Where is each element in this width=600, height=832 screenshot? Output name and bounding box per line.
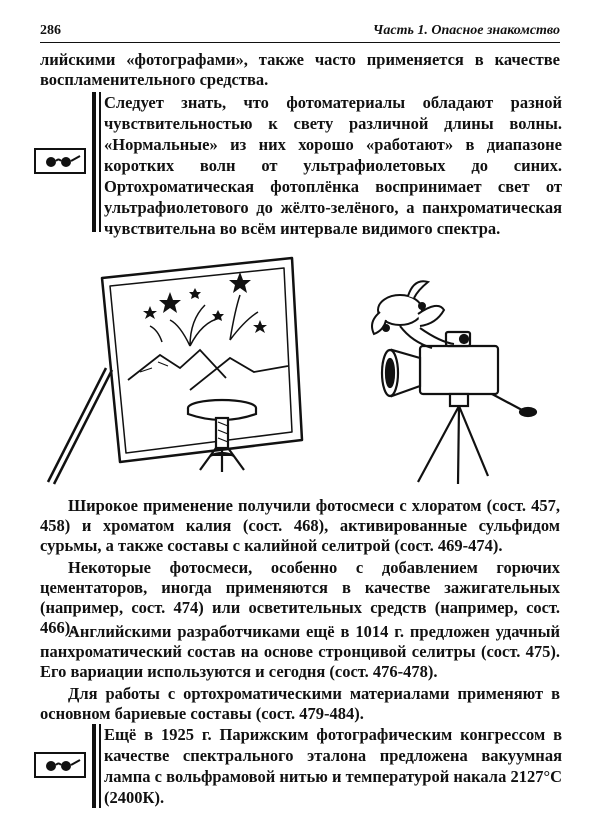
page-number: 286 (40, 23, 61, 38)
illustration (40, 250, 560, 490)
paragraph-continuation: лийскими «фотографами», также часто применяется в качестве воспламенительного средства. (40, 50, 560, 89)
note-bar (92, 92, 96, 232)
paragraph-3: Английскими разработчиками ещё в 1014 г. предложен удачный панхроматический состав на основе стронцивой селитры (сост. 475). Его вариации используются и сегодня (сост. 476-478). (40, 622, 560, 681)
note-text-1: Следует знать, что фотоматериалы обладают разной чувствительностью к свету различной длины волны. «Нормальные» из них хорошо «работают» в диапазоне коротких волн от ультрафиолетовых до синих. Ортохроматическая фотоплёнка воспринимает свет от ультрафиолетового до жёлто-зелёного, а панхроматическая чувствительна во всём интервале видимого спектра. (104, 93, 562, 238)
note-text-2: Ещё в 1925 г. Парижским фотографическим конгрессом в качестве спектрального эталона предложена вакуумная лампа с вольфрамовой нитью и температурой накала 2127°С (2400К). (104, 725, 562, 807)
glasses-icon (34, 148, 86, 174)
note-bar-thin (99, 92, 101, 232)
glasses-icon (34, 752, 86, 778)
note-bar (92, 724, 96, 808)
chapter-title: Часть 1. Опасное знакомство (372, 23, 560, 38)
note-bar-thin (99, 724, 101, 808)
paragraph-1: Широкое применение получили фотосмеси с хлоратом (сост. 457, 458) и хроматом калия (сост. 468), активированные сульфидом сурьмы, а также составы с калийной селитрой (сост. 469-474). (40, 496, 560, 555)
paragraph-4: Для работы с ортохроматическими материалами применяют в основном бариевые составы (сост. 479-484). (40, 684, 560, 723)
running-header (40, 22, 560, 43)
paragraph-2: Некоторые фотосмеси, особенно с добавлением горючих цементаторов, иногда применяются в качестве зажигательных (например, сост. 474) или осветительных средств (например, сост. 466). (40, 558, 560, 637)
